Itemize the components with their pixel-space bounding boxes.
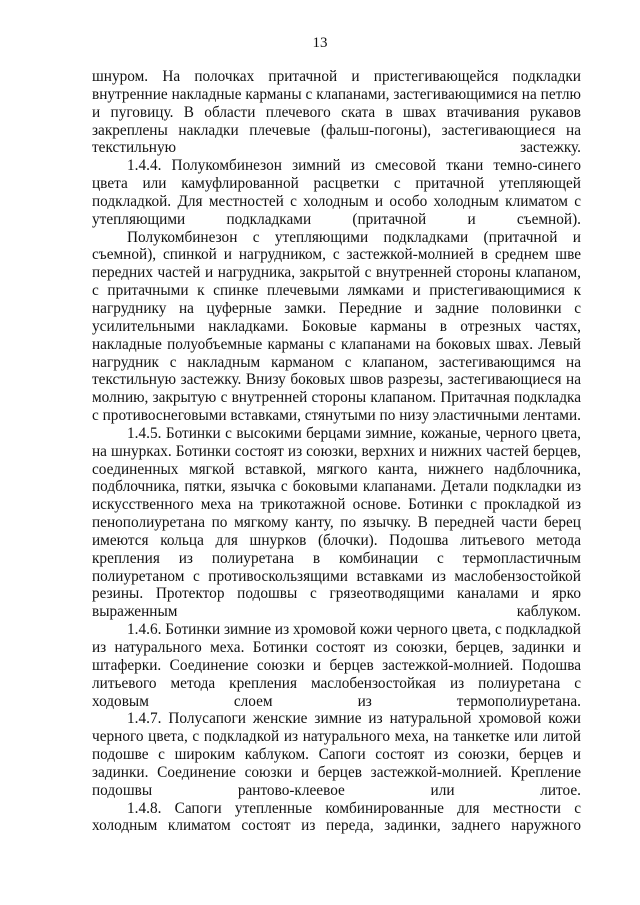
- paragraph-1-4-4: 1.4.4. Полукомбинезон зимний из смесовой ткани темно-синего цвета или камуфлированной расцветки с притачной утепляющей подкладкой. Для местностей с холодным и особо холодным климатом с утепляющими подкладками (притачной и съемной).: [92, 157, 581, 228]
- paragraph-1-4-6: 1.4.6. Ботинки зимние из хромовой кожи черного цвета, с подкладкой из натурального меха. Ботинки состоят из союзки, берцев, задинки и штаферки. Соединение союзки и берцев застежкой-молнией. Подошва литьевого метода крепления маслобензостойкая из полиуретана с ходовым слоем из термополиуретана.: [92, 621, 581, 710]
- document-body: [92, 68, 581, 835]
- page-number: 13: [312, 35, 328, 51]
- paragraph-overalls-description: Полукомбинезон с утепляющими подкладками (притачной и съемной), спинкой и нагрудником, с застежкой-молнией в среднем шве передних частей и нагрудника, закрытой с внутренней стороны клапаном, с притачными к спинке плечевыми лямками и пристегивающимися к нагруднику на цуферные замки. Передние и задние половинки с усилительными накладками. Боковые карманы в отрезных частях, накладные полуобъемные карманы с клапанами на боковых швах. Левый нагрудник с накладным карманом с клапаном, застегивающимся на текстильную застежку. Внизу боковых швов разрезы, застегивающиеся на молнию, закрытую с внутренней стороны клапаном. Притачная подкладка с противоснеговыми вставками, стянутыми по низу эластичными лентами.: [92, 228, 581, 425]
- paragraph-1-4-5: 1.4.5. Ботинки с высокими берцами зимние, кожаные, черного цвета, на шнурках. Ботинки состоят из союзки, верхних и нижних частей берцев, соединенных мягкой вставкой, мягкого канта, нижнего надблочника, подблочника, пятки, язычка с боковыми клапанами. Детали подкладки из искусственного меха на трикотажной основе. Ботинки с прокладкой из пенополиуретана по мягкому канту, по язычку. В передней части берец имеются кольца для шнурков (блочки). Подошва литьевого метода крепления из полиуретана в комбинации с термопластичным полиуретаном с противоскользящими вставками из маслобензостойкой резины. Протектор подошвы с грязеотводящими каналами и ярко выраженным каблуком.: [92, 424, 581, 621]
- paragraph-1-4-8: 1.4.8. Сапоги утепленные комбинированные для местности с холодным климатом состоят из переда, задинки, заднего наружного: [92, 799, 581, 835]
- paragraph-1-4-7: 1.4.7. Полусапоги женские зимние из натуральной хромовой кожи черного цвета, с подкладкой из натурального меха, на танкетке или литой подошве с широким каблуком. Сапоги состоят из союзки, берцев и задинки. Соединение союзки и берцев застежкой-молнией. Крепление подошвы рантово-клеевое или литое.: [92, 710, 581, 799]
- paragraph-continuation: шнуром. На полочках притачной и пристегивающейся подкладки внутренние накладные карманы с клапанами, застегивающимися на петлю и пуговицу. В области плечевого ската в швах втачивания рукавов закреплены накладки плечевые (фальш-погоны), застегивающиеся на текстильную застежку.: [92, 68, 581, 157]
